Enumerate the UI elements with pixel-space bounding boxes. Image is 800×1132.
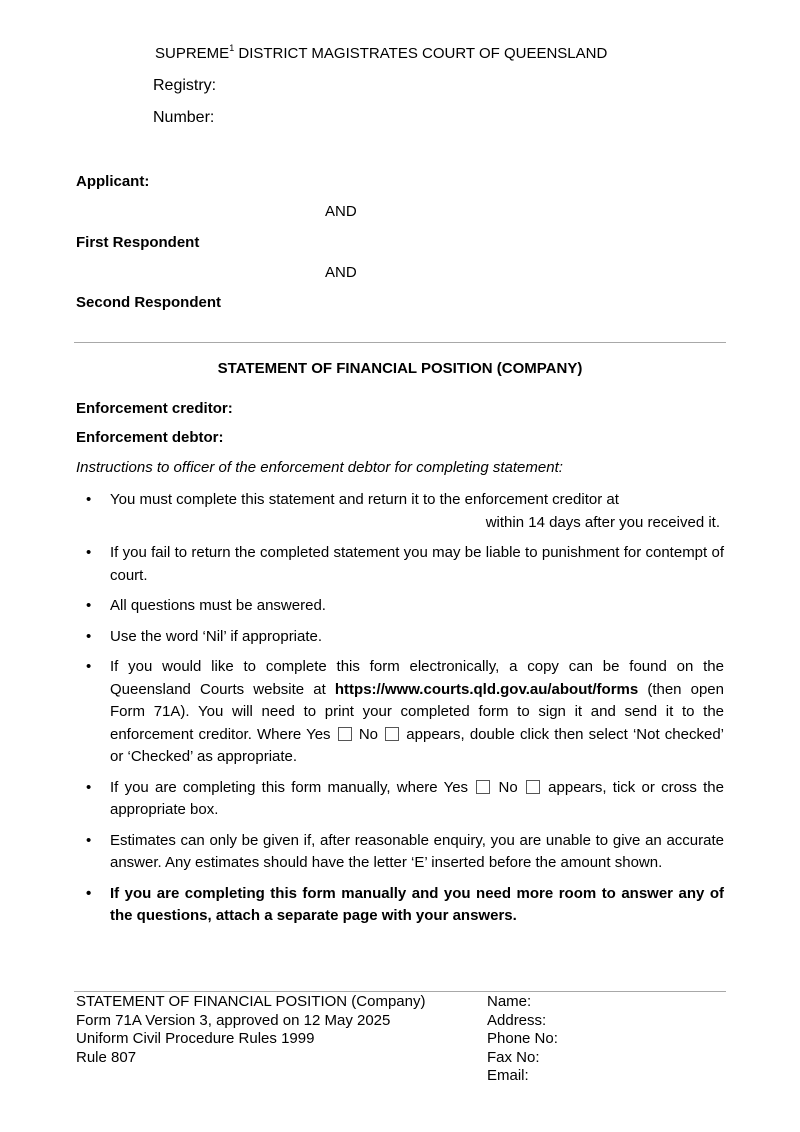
- enforcement-debtor-label: Enforcement debtor:: [76, 429, 224, 446]
- footer-form-title: STATEMENT OF FINANCIAL POSITION (Company): [76, 993, 426, 1010]
- footer-phone-label: Phone No:: [487, 1030, 558, 1047]
- footer-form-version: Form 71A Version 3, approved on 12 May 2025: [76, 1011, 391, 1029]
- instruction-item: • If you are completing this form manually, where Yes No appears, tick or cross the appropriate box.: [86, 778, 724, 818]
- instructions-list: [76, 489, 724, 936]
- number-label: Number:: [153, 109, 215, 126]
- instruction-item: • If you would like to complete this form electronically, a copy can be found on the Queensland Courts website at https://www.courts.qld.gov.au/about/forms (then open Form 71A). You will need to print your completed form to sign it and send it to the enforcement creditor. Where Yes No appears, double click then select ‘Not checked’ or ‘Checked’ as appropriate.: [86, 658, 724, 765]
- footer-contact-info: [487, 993, 558, 1086]
- bullet-icon: •: [86, 658, 92, 675]
- bullet-icon: •: [86, 831, 92, 849]
- enforcement-creditor-label: Enforcement creditor:: [76, 400, 233, 417]
- instruction-item: • If you fail to return the completed statement you may be liable to punishment for contempt of court.: [86, 544, 724, 584]
- footer-email-label: Email:: [487, 1067, 529, 1084]
- and-separator-1: AND: [325, 203, 357, 220]
- instructions-heading: Instructions to officer of the enforcement debtor for completing statement:: [76, 459, 563, 476]
- footnote-marker: 1: [229, 43, 235, 53]
- court-heading: [155, 45, 607, 62]
- bullet-icon: •: [86, 778, 92, 796]
- bullet-icon: •: [86, 884, 92, 902]
- court-supreme: SUPREME: [155, 45, 230, 62]
- footer-rules: Uniform Civil Procedure Rules 1999: [76, 1030, 315, 1047]
- footer-name-label: Name:: [487, 993, 532, 1010]
- divider-top: [74, 342, 726, 343]
- instruction-item: • Estimates can only be given if, after reasonable enquiry, you are unable to give an accurate answer. Any estimates should have the letter ‘E’ inserted before the amount shown.: [86, 831, 724, 871]
- instruction-item: • If you are completing this form manually and you need more room to answer any of the questions, attach a separate page with your answers.: [86, 884, 724, 924]
- yes-checkbox-example[interactable]: [476, 780, 490, 794]
- bullet-icon: •: [86, 544, 92, 561]
- instruction-item: • You must complete this statement and return it to the enforcement creditor at within 14 days after you received it.: [86, 491, 720, 531]
- court-rest: DISTRICT MAGISTRATES COURT OF QUEENSLAND: [234, 45, 608, 62]
- first-respondent-label: First Respondent: [76, 234, 200, 251]
- footer-address-label: Address:: [487, 1011, 547, 1029]
- and-separator-2: AND: [325, 264, 357, 281]
- no-checkbox-example[interactable]: [385, 727, 399, 741]
- footer-fax-label: Fax No:: [487, 1048, 540, 1066]
- bullet-icon: •: [86, 627, 92, 645]
- registry-label: Registry:: [153, 77, 217, 94]
- divider-footer: [74, 991, 726, 992]
- second-respondent-label: Second Respondent: [76, 294, 222, 311]
- applicant-label: Applicant:: [76, 173, 150, 190]
- instruction-item: • All questions must be answered.: [76, 595, 724, 618]
- no-checkbox-example[interactable]: [526, 780, 540, 794]
- bullet-icon: •: [86, 491, 92, 508]
- yes-checkbox-example[interactable]: [338, 727, 352, 741]
- bullet-icon: •: [86, 597, 92, 614]
- instruction-item: • Use the word ‘Nil’ if appropriate.: [76, 626, 724, 649]
- form-title: STATEMENT OF FINANCIAL POSITION (COMPANY): [217, 360, 583, 377]
- forms-website-link[interactable]: https://www.courts.qld.gov.au/about/forms: [334, 680, 639, 698]
- footer-form-info: [76, 993, 426, 1067]
- footer-rule-number: Rule 807: [76, 1048, 137, 1066]
